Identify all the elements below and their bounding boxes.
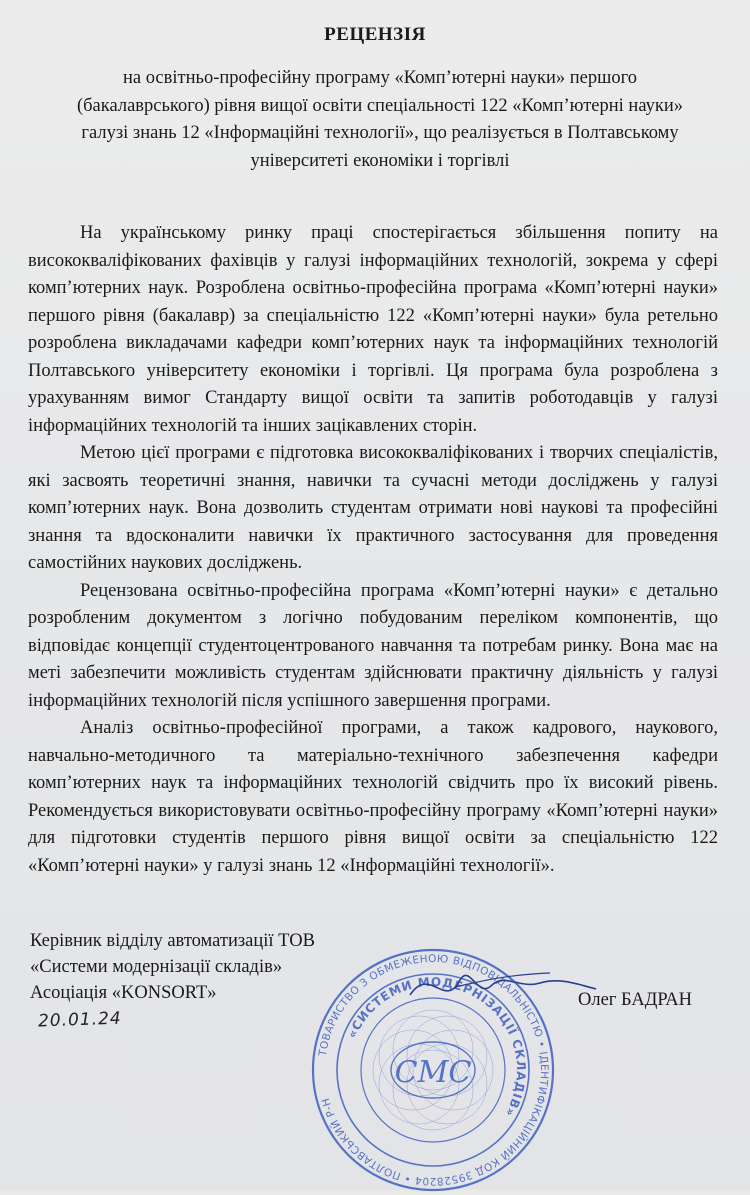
signatory-line: «Системи модернізації складів» bbox=[30, 957, 283, 977]
signatory-position bbox=[30, 928, 315, 1006]
svg-text:СМС: СМС bbox=[394, 1055, 472, 1090]
handwritten-signature bbox=[400, 955, 600, 1015]
document-title: РЕЦЕНЗІЯ bbox=[324, 24, 426, 45]
body-paragraph: Рецензована освітньо-професійна програма «Комп’ютерні науки» є детально розробленим документом з логічно побудованим переліком компонентів, що відповідає концепції студентоцентрованого навчання та потребам ринку. Вона має на меті забезпечити можливість студентам здійснювати практичну діяльність у галузі інформаційних технологій після успішного завершення програми. bbox=[28, 580, 718, 711]
body-paragraph: Аналіз освітньо-професійної програми, а також кадрового, наукового, навчально-методичного та матеріально-технічного забезпечення кафедри комп’ютерних наук та інформаційних технологій свідчить про їх високий рівень. Рекомендується використовувати освітньо-професійну програму «Комп’ютерні науки» для підготовки студентів першого рівня вищої освіти за спеціальністю 122 «Комп’ютерні науки» у галузі знань 12 «Інформаційні технології». bbox=[28, 718, 718, 876]
signatory-line: Асоціація «KONSORT» bbox=[30, 983, 217, 1003]
body-paragraph: На українському ринку праці спостерігається збільшення попиту на висококваліфікованих фахівців у галузі інформаційних технологій, зокрема у сфері комп’ютерних наук. Розроблена освітньо-професійна програма «Комп’ютерні науки» першого рівня (бакалавр) за спеціальністю 122 «Комп’ютерні науки» була ретельно розроблена викладачами кафедри комп’ютерних наук та інформаційних технологій Полтавського університету економіки і торгівлі. Ця програма була розроблена з урахуванням вимог Стандарту вищої освіти та запитів роботодавців у галузі інформаційних технологій та інших зацікавлених сторін. bbox=[28, 223, 718, 436]
subtitle-line: університеті економіки і торгівлі bbox=[250, 150, 510, 171]
signer-name: Олег БАДРАН bbox=[578, 990, 693, 1010]
svg-text:ТОВАРИСТВО З ОБМЕЖЕНОЮ ВІДПОВІ: ТОВАРИСТВО З ОБМЕЖЕНОЮ ВІДПОВІДАЛЬНІСТЮ • ІДЕНТИФІКАЦІЙНИЙ КОД 39528204 • ПОЛТАВСЬКИЙ Р-Н bbox=[316, 952, 551, 1188]
body-paragraph: Метою цієї програми є підготовка висококваліфікованих і творчих спеціалістів, які засвоять теоретичні знання, навички та сучасні методи досліджень у галузі комп’ютерних наук. Вона дозволить студентам отримати нові наукові та професійні знання та вдосконалити навички їх практичного застосування для проведення самостійних наукових досліджень. bbox=[28, 443, 718, 573]
subtitle-line: (бакалаврського) рівня вищої освіти спеціальності 122 «Комп’ютерні науки» bbox=[76, 95, 683, 116]
subtitle-line: галузі знань 12 «Інформаційні технології», що реалізується в Полтавському bbox=[81, 123, 679, 143]
subtitle-line: на освітньо-професійну програму «Комп’ютерні науки» першого bbox=[122, 68, 638, 88]
svg-text:«СИСТЕМИ МОДЕРНІЗАЦІЇ СКЛАДІВ»: «СИСТЕМИ МОДЕРНІЗАЦІЇ СКЛАДІВ» bbox=[344, 974, 529, 1120]
signatory-line: Керівник відділу автоматизації ТОВ bbox=[30, 931, 315, 951]
review-body bbox=[28, 220, 718, 880]
handwritten-date: 20.01.24 bbox=[37, 1008, 123, 1032]
document-subtitle bbox=[40, 65, 720, 175]
